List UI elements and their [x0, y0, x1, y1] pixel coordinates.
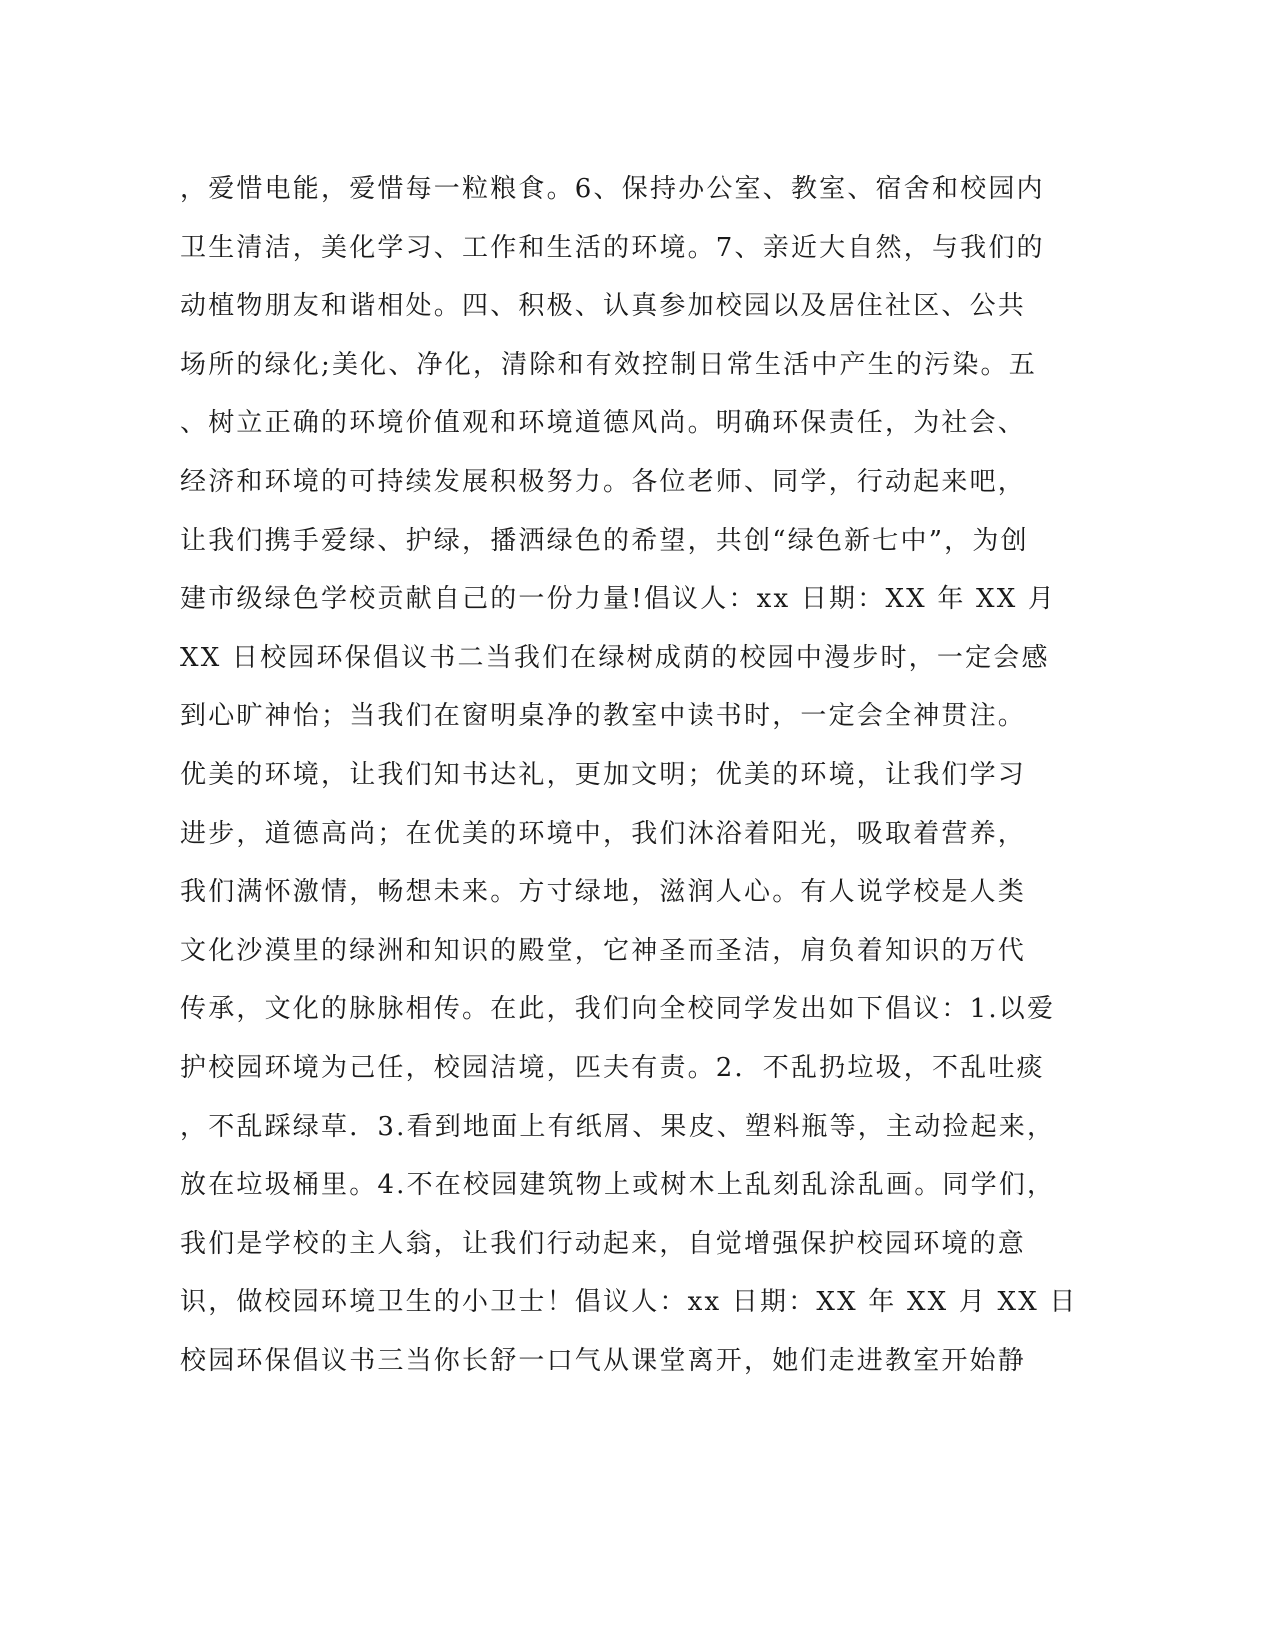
body-text — [180, 160, 1078, 1390]
text-line: 识，做校园环境卫生的小卫士！倡议人：xx 日期：XX 年 XX 月 XX 日 — [180, 1287, 1078, 1318]
text-line: 进步，道德高尚；在优美的环境中，我们沐浴着阳光，吸取着营养， — [180, 818, 1027, 849]
text-line: 、树立正确的环境价值观和环境道德风尚。明确环保责任，为社会、 — [180, 408, 1027, 439]
text-line: 优美的环境，让我们知书达礼，更加文明；优美的环境，让我们学习 — [180, 759, 1027, 790]
text-line: 传承，文化的脉脉相传。在此，我们向全校同学发出如下倡议：1.以爱 — [180, 994, 1056, 1025]
text-line: 校园环保倡议书三当你长舒一口气从课堂离开，她们走进教室开始静 — [180, 1345, 1027, 1376]
text-line: 让我们携手爱绿、护绿，播洒绿色的希望，共创“绿色新七中”，为创 — [180, 525, 1029, 556]
text-line: 护校园环境为己任，校园洁境，匹夫有责。2．不乱扔垃圾，不乱吐痰 — [180, 1052, 1045, 1083]
text-line: 我们是学校的主人翁，让我们行动起来，自觉增强保护校园环境的意 — [180, 1228, 1027, 1259]
text-line: ，爱惜电能，爱惜每一粒粮食。6、保持办公室、教室、宿舍和校园内 — [180, 174, 1045, 204]
text-line: 到心旷神怡；当我们在窗明桌净的教室中读书时，一定会全神贯注。 — [180, 701, 1027, 732]
text-line: ，不乱踩绿草．3.看到地面上有纸屑、果皮、塑料瓶等，主动捡起来， — [180, 1111, 1056, 1142]
text-line: 动植物朋友和谐相处。四、积极、认真参加校园以及居住社区、公共 — [180, 291, 1027, 322]
text-line: XX 日校园环保倡议书二当我们在绿树成荫的校园中漫步时，一定会感 — [180, 642, 1050, 673]
text-line: 文化沙漠里的绿洲和知识的殿堂，它神圣而圣洁，肩负着知识的万代 — [180, 935, 1027, 966]
text-line: 经济和环境的可持续发展积极努力。各位老师、同学，行动起来吧， — [180, 466, 1027, 497]
text-line: 我们满怀激情，畅想未来。方寸绿地，滋润人心。有人说学校是人类 — [180, 877, 1027, 908]
text-line: 建市级绿色学校贡献自己的一份力量!倡议人：xx 日期：XX 年 XX 月 — [180, 584, 1057, 615]
text-line: 场所的绿化;美化、净化，清除和有效控制日常生活中产生的污染。五 — [180, 349, 1037, 380]
text-line: 卫生清洁，美化学习、工作和生活的环境。7、亲近大自然，与我们的 — [180, 232, 1045, 263]
text-line: 放在垃圾桶里。4.不在校园建筑物上或树木上乱刻乱涂乱画。同学们， — [180, 1170, 1056, 1201]
